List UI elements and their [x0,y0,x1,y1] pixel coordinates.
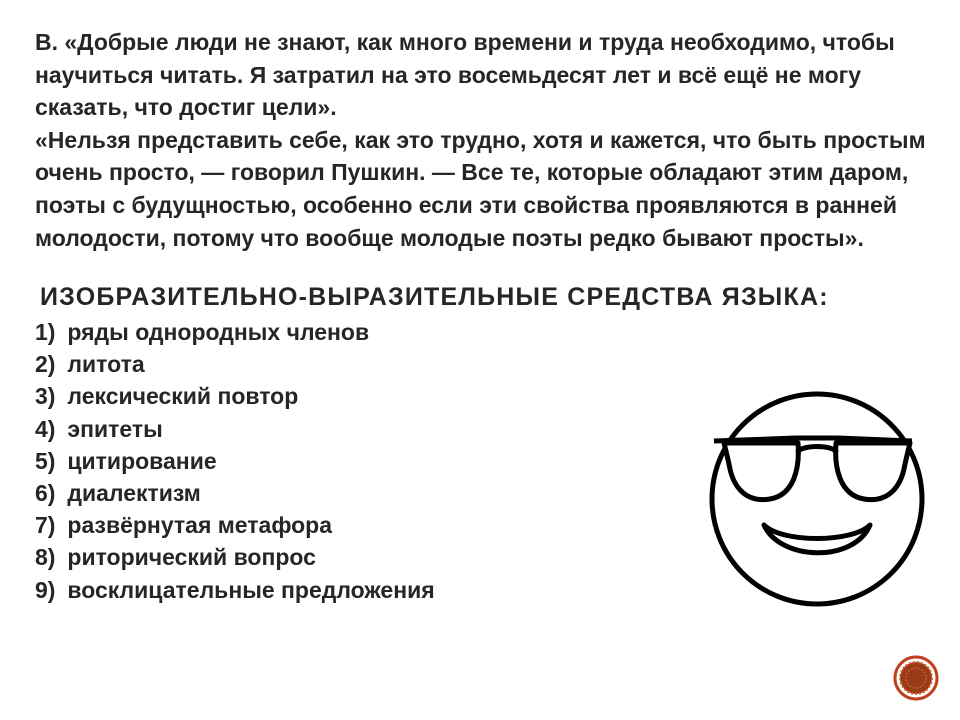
list-item-label: риторический вопрос [67,544,316,571]
list-item [35,541,435,573]
list-item-label: восклицательные предложения [67,576,435,603]
list-item-number: 1) [35,319,56,345]
list-item-label: цитирование [67,447,217,474]
sunglasses-smiley-icon [702,383,932,613]
face-outline [712,394,922,604]
list-item [35,380,435,412]
list-item [35,509,435,541]
list-item [35,413,435,445]
list-item-number: 5) [35,447,56,474]
list-item [35,477,435,509]
list-item [35,316,435,348]
list-item-number: 3) [35,383,56,410]
list-item-label: лексический повтор [67,383,299,410]
list-item-label: литота [67,351,145,378]
list-item-number: 6) [35,480,56,507]
list-item-number: 8) [35,544,56,571]
section-heading-colon: : [819,283,829,311]
list-item-label: диалектизм [67,480,201,507]
devices-list [35,316,435,606]
list-item-label: развёрнутая метафора [67,512,333,539]
next-slide-badge-icon[interactable] [893,655,939,701]
list-item [35,348,435,380]
list-item-number: 7) [35,512,56,539]
section-heading [40,283,829,312]
list-item-number: 4) [35,415,56,442]
list-item-label: эпитеты [67,415,163,442]
section-heading-text: ИЗОБРАЗИТЕЛЬНО-ВЫРАЗИТЕЛЬНЫЕ СРЕДСТВА ЯЗЫКА [40,283,820,311]
list-item [35,445,435,477]
list-item [35,574,435,606]
list-item-number: 9) [35,576,56,603]
list-item-label: ряды однородных членов [67,319,370,345]
quote-text: В. «Добрые люди не знают, как много времени и труда необходимо, чтобы научиться читать. Я затратил на это восемьдесят лет и всё ещё не могу сказать, что достиг цели». «Нельзя представить себе, как это трудно, хотя и кажется, что быть простым очень просто, — говорил Пушкин. — Все те, которые обладают этим даром, поэты с будущностью, особенно если эти свойства проявляются в ранней молодости, потому что вообще молодые поэты редко бывают просты». [35,29,926,251]
list-item-number: 2) [35,351,56,378]
